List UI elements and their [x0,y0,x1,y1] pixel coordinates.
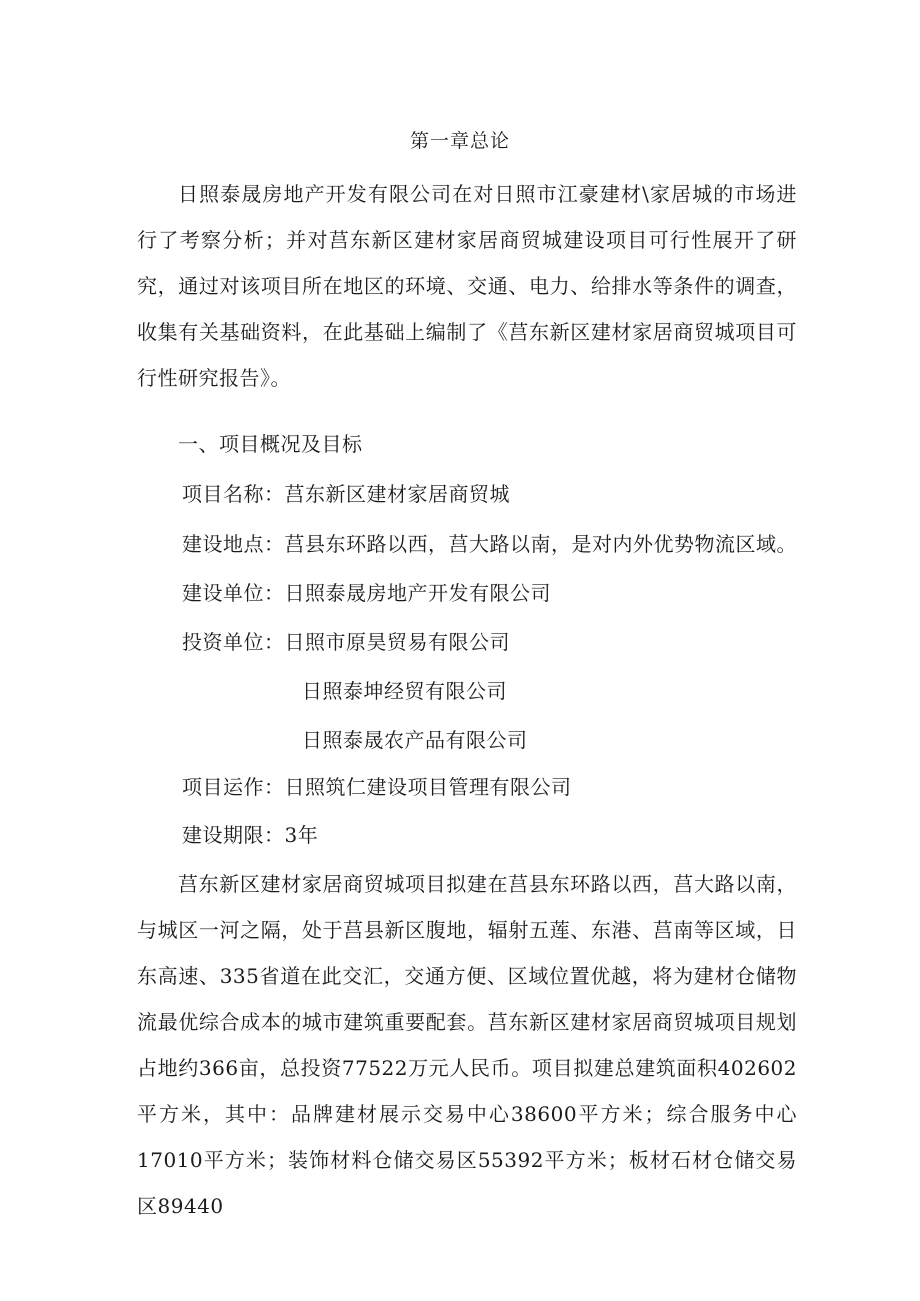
section-heading: 一、项目概况及目标 [178,432,363,456]
project-period-line: 建设期限：3年 [182,823,319,847]
chapter-title: 第一章总论 [409,130,510,152]
body-paragraph: 莒东新区建材家居商贸城项目拟建在莒县东环路以西，莒大路以南，与城区一河之隔，处于莒县新区腹地，辐射五莲、东港、莒南等区域，日东高速、335省道在此交汇，交通方便、区域位置优越，将为建材仓储物流最优综合成本的城市建筑重要配套。莒东新区建材家居商贸城项目规划占地约366亩，总投资77522万元人民币。项目拟建总建筑面积402602平方米，其中：品牌建材展示交易中心38600平方米；综合服务中心17010平方米；装饰材料仓储交易区55392平方米；板材石材仓储交易区89440 [137,872,797,1218]
project-builder-line: 建设单位：日照泰晟房地产开发有限公司 [182,581,551,605]
project-investor-line-3: 日照泰晟农产品有限公司 [302,728,528,752]
intro-paragraph: 日照泰晟房地产开发有限公司在对日照市江豪建材\家居城的市场进行了考察分析；并对莒东新区建材家居商贸城建设项目可行性展开了研究，通过对该项目所在地区的环境、交通、电力、给排水等条件的调查，收集有关基础资料，在此基础上编制了《莒东新区建材家居商贸城项目可行性研究报告》。 [137,182,797,390]
project-operator-line: 项目运作：日照筑仁建设项目管理有限公司 [182,775,572,799]
project-investor-line: 投资单位：日照市原昊贸易有限公司 [182,630,510,654]
project-investor-line-2: 日照泰坤经贸有限公司 [302,679,507,703]
project-name-line: 项目名称：莒东新区建材家居商贸城 [182,482,510,506]
project-location-line: 建设地点：莒县东环路以西，莒大路以南，是对内外优势物流区域。 [182,532,797,556]
